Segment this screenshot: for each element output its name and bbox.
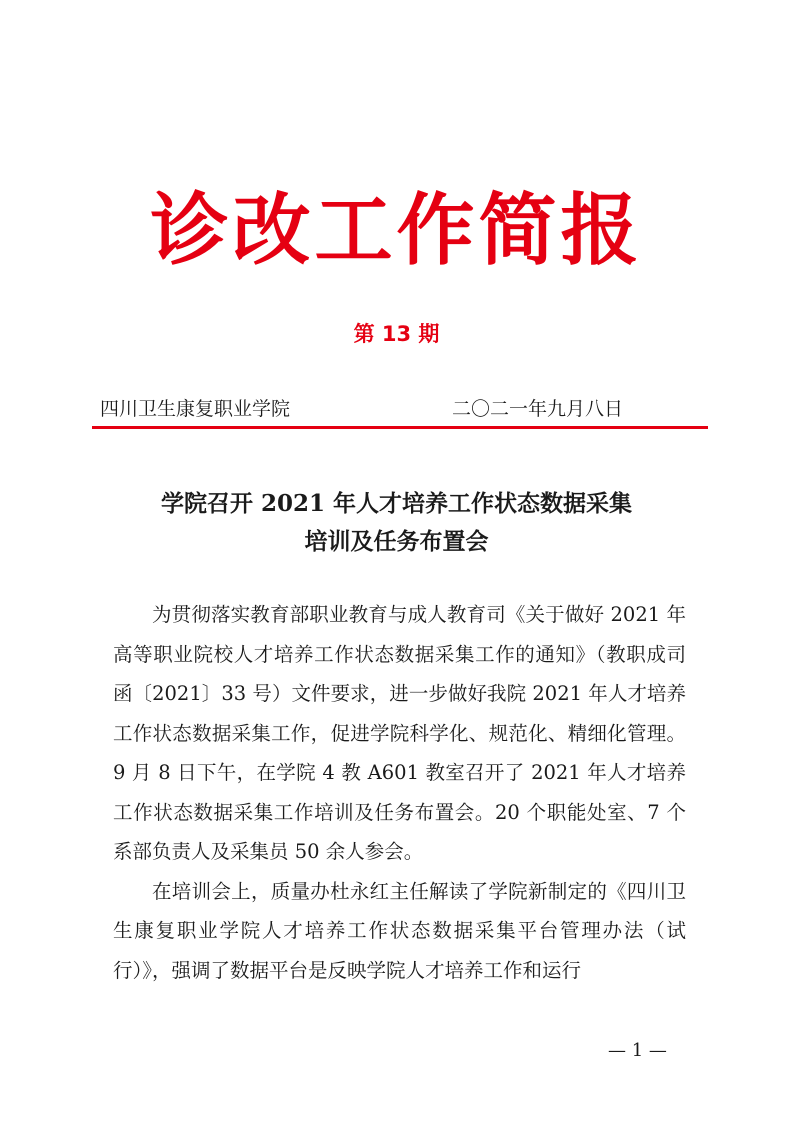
article-title-line-1: 学院召开 2021 年人才培养工作状态数据采集 — [160, 490, 633, 517]
issue-date: 二〇二一年九月八日 — [452, 398, 624, 420]
masthead-title: 诊改工作简报 — [150, 186, 643, 276]
header-rule — [92, 426, 708, 429]
issue-number: 第 13 期 — [353, 322, 440, 346]
article-paragraph: 为贯彻落实教育部职业教育与成人教育司《关于做好 2021 年高等职业院校人才培养工作状态数据采集工作的通知》（教职成司函〔2021〕33 号）文件要求，进一步做好我院 2021 年人才培养工作状态数据采集工作，促进学院科学化、规范化、精细化管理。9 月 8 日下午，在学院 4 教 A601 教室召开了 2021 年人才培养工作状态数据采集工作培训及任务布置会。20 个职能处室、7 个系部负责人及采集员 50 余人参会。 — [113, 603, 686, 863]
article-body — [113, 595, 686, 990]
page-number: — 1 — — [608, 1040, 667, 1061]
article-title-line-2: 培训及任务布置会 — [304, 528, 489, 555]
issuer-name: 四川卫生康复职业学院 — [100, 398, 291, 420]
article-paragraph: 在培训会上，质量办杜永红主任解读了学院新制定的《四川卫生康复职业学院人才培养工作状态数据采集平台管理办法（试行）》，强调了数据平台是反映学院人才培养工作和运行 — [113, 879, 686, 982]
